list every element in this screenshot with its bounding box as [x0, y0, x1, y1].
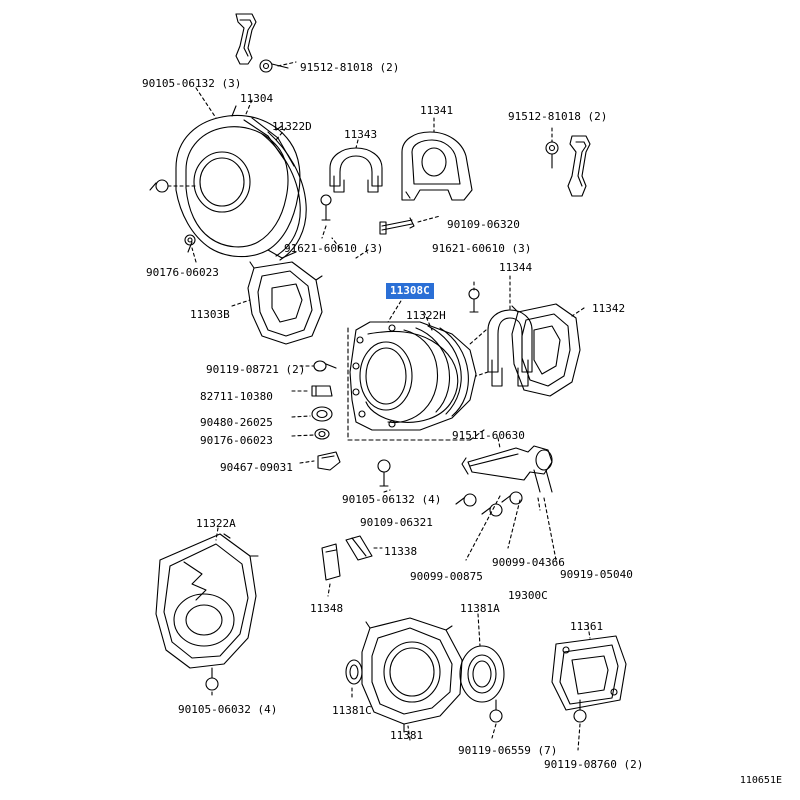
part-label-11381: 11381 [390, 729, 424, 742]
part-label-11381c: 11381C [332, 704, 372, 717]
part-11308C-oil-pump [350, 322, 476, 430]
part-label-91621-60610: 91621-60610 (3) [432, 242, 532, 255]
part-11361-plate [552, 636, 626, 710]
part-label-19300c: 19300C [508, 589, 548, 602]
part-dowel-90109-06320 [380, 218, 414, 234]
part-90119-06559-bolt [490, 700, 502, 722]
part-label-82711-10380: 82711-10380 [200, 390, 273, 403]
part-90105-06032-4-bolt [206, 668, 218, 690]
part-label-90119-06559: 90119-06559 (7) [458, 744, 558, 757]
part-11322A-cover [156, 534, 258, 668]
part-bracket-top-clip [236, 14, 256, 64]
part-11343-bearing-cap [330, 148, 382, 192]
part-bracket-top-right [568, 136, 590, 196]
part-label-90176-06023: 90176-06023 [146, 266, 219, 279]
part-label-91512-81018: 91512-81018 (2) [300, 61, 400, 74]
part-11341-bracket [402, 132, 472, 200]
part-label-11341: 11341 [420, 104, 454, 117]
part-label-90099-00875: 90099-00875 [410, 570, 483, 583]
part-11381A-oil-seal [460, 646, 504, 702]
part-label-90176-06023: 90176-06023 [200, 434, 273, 447]
part-label-11344: 11344 [499, 261, 533, 274]
part-label-91511-60630: 91511-60630 [452, 429, 525, 442]
part-label-90919-05040: 90919-05040 [560, 568, 633, 581]
part-label-11322h: 11322H [406, 309, 446, 322]
part-label-91621-60610: 91621-60610 (3) [284, 242, 384, 255]
part-label-90119-08760: 90119-08760 (2) [544, 758, 644, 771]
part-label-90480-26025: 90480-26025 [200, 416, 273, 429]
part-11381-retainer [362, 618, 462, 732]
part-label-11342: 11342 [592, 302, 626, 315]
part-11381C-plug [346, 660, 362, 684]
part-label-90119-08721: 90119-08721 (2) [206, 363, 306, 376]
part-label-11304: 11304 [240, 92, 274, 105]
part-19300C-sensor-assembly [462, 446, 552, 492]
part-90480-26025-clip [312, 407, 332, 421]
part-11303B-cover [248, 262, 322, 344]
part-label-91512-81018: 91512-81018 (2) [508, 110, 608, 123]
part-label-90467-09031: 90467-09031 [220, 461, 293, 474]
part-bolt-91512-top [260, 60, 288, 72]
part-label-90109-06321: 90109-06321 [360, 516, 433, 529]
part-label-90105-06132: 90105-06132 (3) [142, 77, 242, 90]
part-82711-10380-clamp [312, 386, 332, 396]
part-label-90105-06132: 90105-06132 (4) [342, 493, 442, 506]
part-90467-09031-clip [318, 452, 340, 470]
part-label-90099-04366: 90099-04366 [492, 556, 565, 569]
part-90105-06132-4-bolt [378, 460, 390, 486]
part-90119-08721-bolt [314, 361, 336, 371]
part-11348-bracket [322, 544, 340, 580]
part-label-11381a: 11381A [460, 602, 500, 615]
part-bolt-91512-top-right [546, 142, 558, 168]
part-bolt-90105-06132-3 [150, 180, 168, 192]
part-90099-bolts [456, 492, 522, 516]
part-11322D-gasket [262, 132, 306, 260]
part-label-11361: 11361 [570, 620, 604, 633]
part-label-11348: 11348 [310, 602, 344, 615]
part-11342-bracket [512, 304, 580, 396]
part-label-11322a: 11322A [196, 517, 236, 530]
part-label-11322d: 11322D [272, 120, 312, 133]
part-label-90109-06320: 90109-06320 [447, 218, 520, 231]
part-label-11303b: 11303B [190, 308, 230, 321]
part-11338-plates [346, 536, 372, 560]
part-dowel-91621-60610-right [469, 289, 479, 312]
part-label-90105-06032: 90105-06032 (4) [178, 703, 278, 716]
part-label-11343: 11343 [344, 128, 378, 141]
part-label-11308c[interactable]: 11308C [386, 283, 434, 299]
part-90176-06023-nut [315, 429, 329, 439]
diagram-code: 110651E [739, 775, 782, 786]
part-label-11338: 11338 [384, 545, 418, 558]
part-bolt-91621-60610-left [321, 195, 331, 220]
